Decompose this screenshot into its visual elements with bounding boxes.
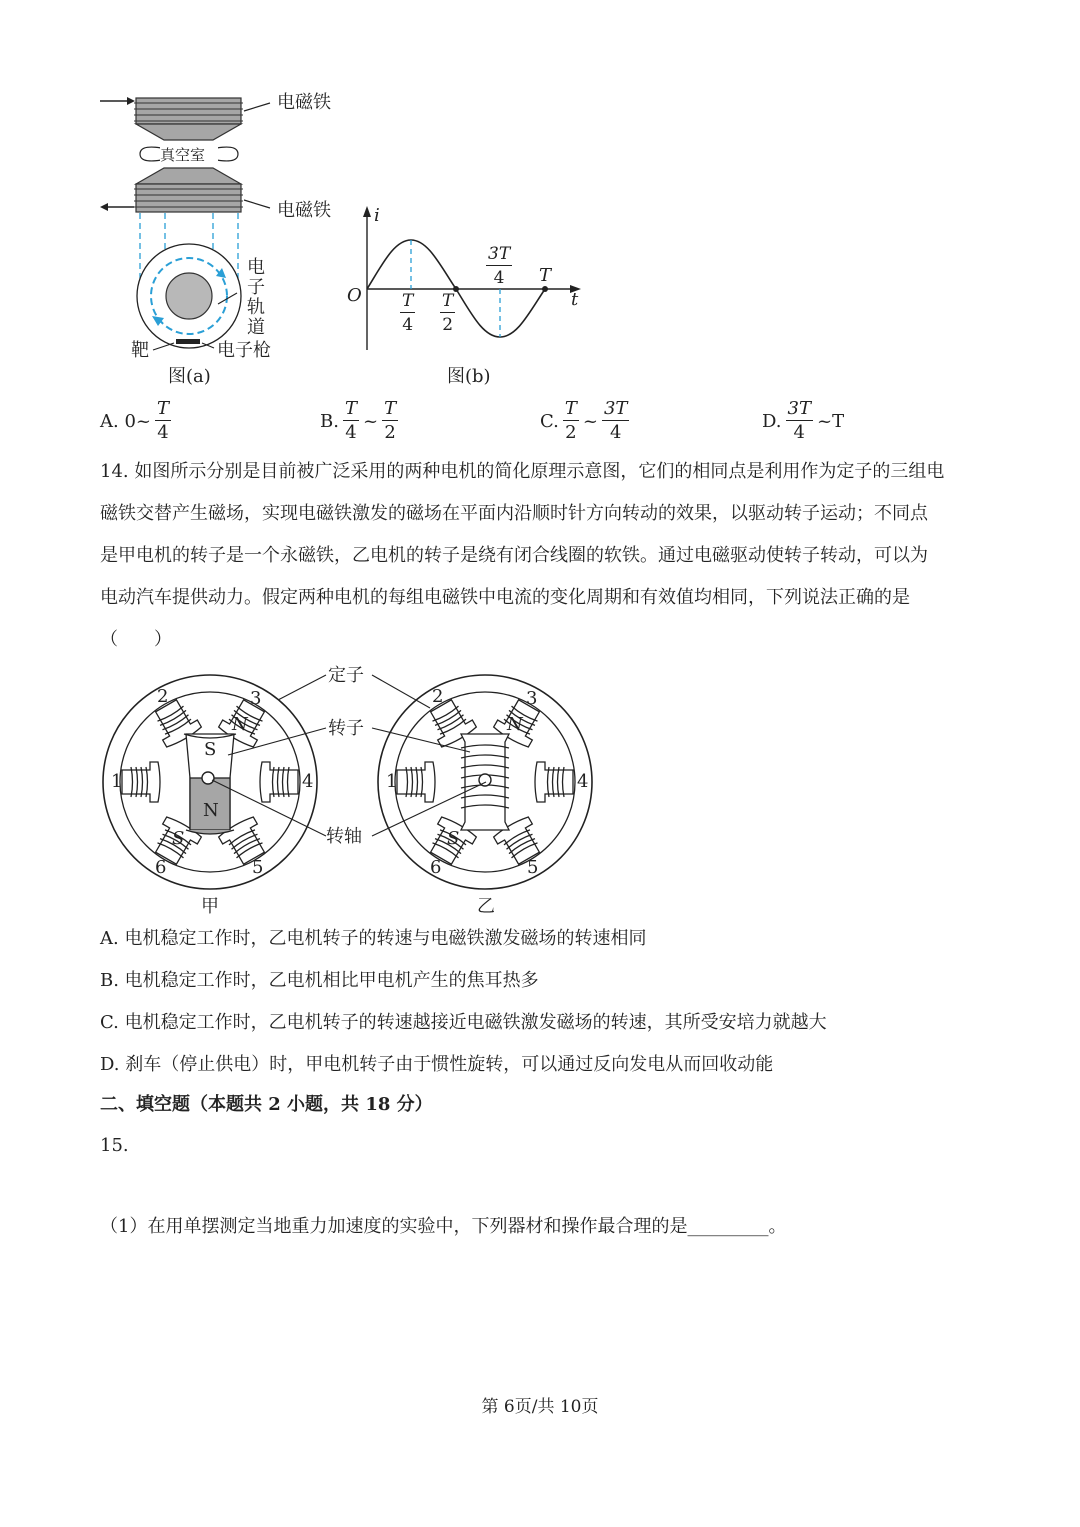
option-c-label: C. [540,411,559,432]
q14-stem [100,451,980,661]
page-footer: 第 6页/共 10页 [481,1397,599,1417]
fig-b-tick-3t4: $\frac{3T}{4}$ [488,244,511,288]
jia-num-2: 2 [157,686,169,707]
caption-yi: 乙 [477,896,495,917]
q14-option-c[interactable]: C. 电机稳定工作时，乙电机转子的转速越接近电磁铁激发磁场的转速，其所受安培力就越大 [100,1012,827,1033]
yi-coil-n: N [507,714,523,735]
fig-b-caption: 图(b) [447,366,491,387]
q14-line-5: （ ） [100,629,172,650]
jia-num-3: 3 [250,688,262,709]
yi-num-4: 4 [577,771,589,792]
fig-b-tick-t4: $\frac{T}{4}$ [402,291,414,335]
fig-b-tick-t: T [539,265,552,286]
q14-line-4: 电动汽车提供动力。假定两种电机的每组电磁铁中电流的变化周期和有效值均相同，下列说法正确的是 [100,587,910,608]
option-b-label: B. [320,411,339,432]
yi-num-1: 1 [386,771,398,792]
jia-num-6: 6 [155,857,167,878]
jia-pole-s: S [204,739,217,760]
jia-pole-n: N [203,800,219,821]
fig-a-magnet-bottom-label: 电磁铁 [277,200,331,221]
fig-a-orbit-label-4: 道 [247,317,265,338]
fig-a-gun-label: 电子枪 [217,340,271,361]
q14-option-b[interactable]: B. 电机稳定工作时，乙电机相比甲电机产生的焦耳热多 [100,970,539,991]
fig-a-magnet-top-label: 电磁铁 [277,92,331,113]
caption-jia: 甲 [201,896,219,917]
yi-num-6: 6 [430,857,442,878]
q14-option-a[interactable]: A. 电机稳定工作时，乙电机转子的转速与电磁铁激发磁场的转速相同 [100,928,647,949]
yi-num-2: 2 [432,686,444,707]
q14-options [100,918,980,1086]
jia-num-5: 5 [252,857,264,878]
q15-number: 15. [100,1135,129,1156]
fig-b-origin: O [347,285,362,306]
fig-b-tick-t2: $\frac{T}{2}$ [442,291,454,335]
fig-a-orbit-label-3: 轨 [247,297,265,318]
yi-coil-s: S [447,828,460,849]
fig-b-axis-i: i [374,205,380,226]
q15-part1: （1）在用单摆测定当地重力加速度的实验中，下列器材和操作最合理的是_________。 [100,1216,787,1237]
motor-stator-label: 定子 [328,665,364,686]
fig-a-orbit-label-1: 电 [247,257,265,278]
q14-option-d[interactable]: D. 刹车（停止供电）时，甲电机转子由于惯性旋转，可以通过反向发电从而回收动能 [100,1054,774,1075]
jia-coil-n: N [232,714,248,735]
fig-a-caption: 图(a) [168,366,211,387]
fig-a-vacuum-label: 真空室 [160,146,206,164]
jia-num-4: 4 [302,771,314,792]
q13-option-c[interactable]: C. $\frac{T}{2}$ ~ $\frac{3T}{4}$ [540,398,628,443]
fig-b-axis-t: t [571,289,579,310]
jia-num-1: 1 [111,771,123,792]
q14-line-3: 是甲电机的转子是一个永磁铁，乙电机的转子是绕有闭合线圈的软铁。通过电磁驱动使转子转动，可以为 [100,545,928,566]
option-a-label: A. 0~ [100,411,151,432]
jia-coil-s: S [172,828,185,849]
q14-line-1: 14. 如图所示分别是目前被广泛采用的两种电机的简化原理示意图，它们的相同点是利用作为定子的三组电 [100,461,945,482]
option-d-label: D. [762,411,782,432]
q13-option-d[interactable]: D. $\frac{3T}{4}$ ~T [762,398,845,443]
q13-option-b[interactable]: B. $\frac{T}{4}$ ~ $\frac{T}{2}$ [320,398,397,443]
fig-a-target-label: 靶 [131,340,149,361]
figure-a [95,85,315,395]
q14-line-2: 磁铁交替产生磁场，实现电磁铁激发的磁场在平面内沿顺时针方向转动的效果，以驱动转子运动；不同点 [100,503,928,524]
yi-num-3: 3 [526,688,538,709]
motor-rotor-label: 转子 [328,718,364,739]
yi-num-5: 5 [527,857,539,878]
section-2-heading: 二、填空题（本题共 2 小题，共 18 分） [100,1094,433,1115]
fig-a-orbit-label-2: 子 [247,277,265,298]
q13-option-a[interactable]: A. 0~ $\frac{T}{4}$ [100,398,169,443]
motor-shaft-label: 转轴 [326,826,362,847]
